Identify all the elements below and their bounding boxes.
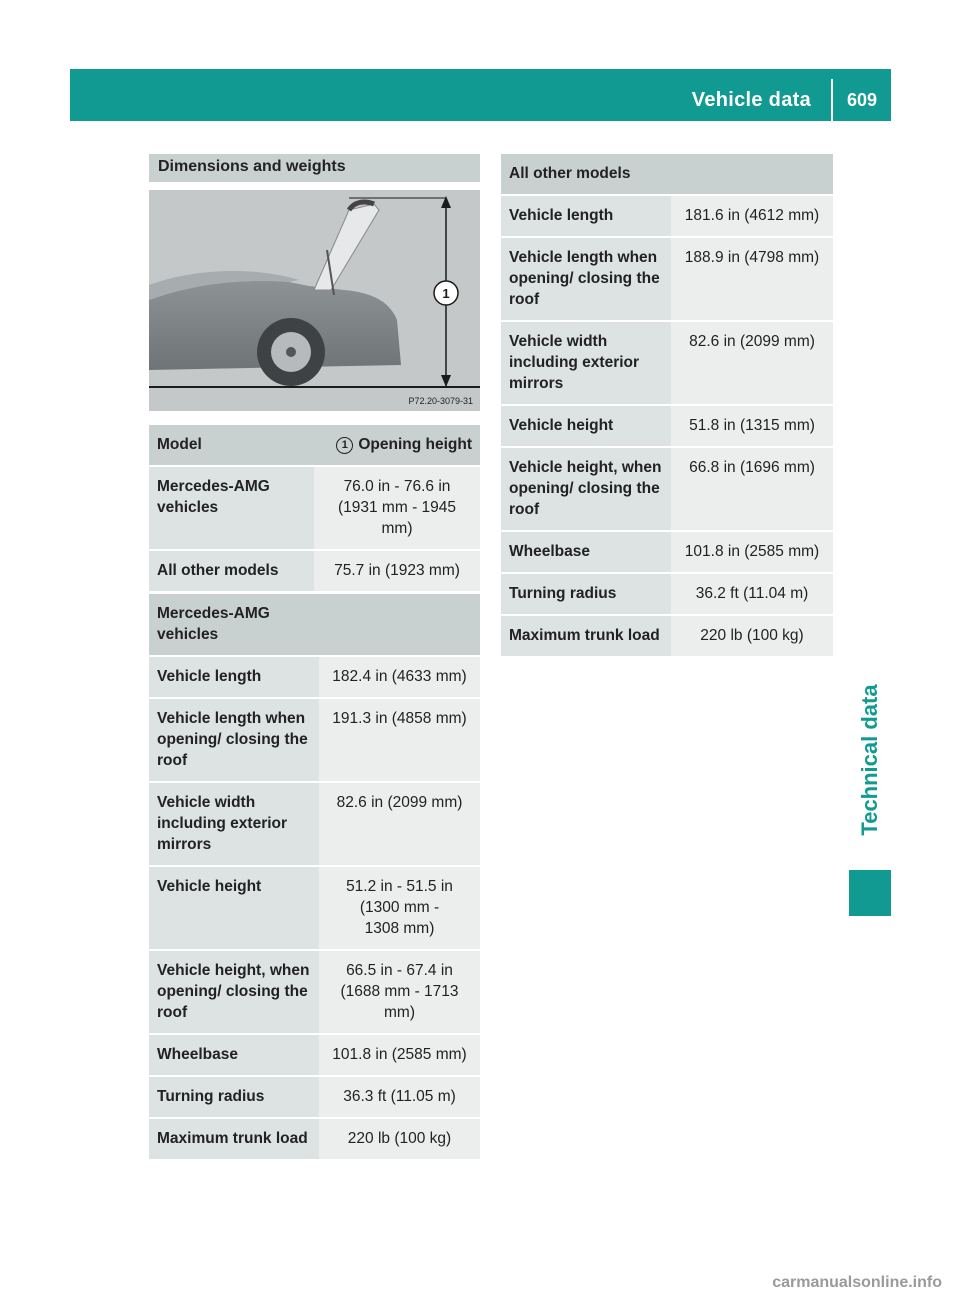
table-row	[149, 782, 480, 866]
label-cell: Vehicle length when opening/ closing the roof	[501, 237, 671, 321]
label-cell: Vehicle height	[149, 866, 319, 950]
table-row	[149, 1076, 480, 1118]
other-models-table	[501, 154, 833, 658]
table-row	[149, 950, 480, 1034]
value-cell: 188.9 in (4798 mm)	[671, 237, 833, 321]
value-cell: 181.6 in (4612 mm)	[671, 195, 833, 237]
label-cell: Vehicle length	[149, 656, 319, 698]
trunk-lid-shape	[314, 204, 379, 290]
opening-height-table	[149, 425, 480, 593]
value-cell: 66.5 in - 67.4 in (1688 mm - 1713 mm)	[319, 950, 480, 1034]
table-row	[501, 405, 833, 447]
table-row	[501, 237, 833, 321]
other-table-title: All other models	[501, 154, 833, 195]
value-cell: 36.2 ft (11.04 m)	[671, 573, 833, 615]
value-cell: 51.8 in (1315 mm)	[671, 405, 833, 447]
car-illustration-svg	[149, 190, 480, 411]
marker-1-text: 1	[442, 286, 450, 301]
side-tab	[849, 660, 891, 860]
table-row	[501, 195, 833, 237]
value-cell: 220 lb (100 kg)	[319, 1118, 480, 1160]
label-cell: Vehicle height	[501, 405, 671, 447]
value-cell: 82.6 in (2099 mm)	[319, 782, 480, 866]
table-row	[501, 321, 833, 405]
value-cell: 101.8 in (2585 mm)	[319, 1034, 480, 1076]
table-row	[149, 466, 480, 550]
label-cell: Vehicle height, when opening/ closing the roof	[149, 950, 319, 1034]
col-model: Model	[149, 425, 314, 466]
table-row	[149, 698, 480, 782]
dimension-arrow-bottom	[441, 375, 451, 387]
page-number: 609	[846, 90, 878, 110]
amg-table-title: Mercedes-AMG vehicles	[149, 594, 480, 656]
table-row	[149, 550, 480, 592]
label-cell: Vehicle height, when opening/ closing the roof	[501, 447, 671, 531]
label-cell: Maximum trunk load	[501, 615, 671, 657]
value-cell: 76.0 in - 76.6 in (1931 mm - 1945 mm)	[314, 466, 480, 550]
side-tab-block	[849, 870, 891, 916]
label-cell: Vehicle length	[501, 195, 671, 237]
dimensions-heading: Dimensions and weights	[149, 154, 480, 182]
label-cell: Turning radius	[501, 573, 671, 615]
table-row	[501, 615, 833, 657]
label-cell: Maximum trunk load	[149, 1118, 319, 1160]
label-cell: Wheelbase	[501, 531, 671, 573]
value-cell: 75.7 in (1923 mm)	[314, 550, 480, 592]
amg-dimensions-table	[149, 594, 480, 1161]
table-row	[501, 531, 833, 573]
marker-1-inline-icon: 1	[336, 437, 353, 454]
label-cell: Vehicle length when opening/ closing the roof	[149, 698, 319, 782]
value-cell: 182.4 in (4633 mm)	[319, 656, 480, 698]
side-tab-label: Technical data	[857, 684, 882, 836]
value-cell: 101.8 in (2585 mm)	[671, 531, 833, 573]
col-opening-height: 1 Opening height	[314, 425, 480, 466]
label-cell: Vehicle width including exterior mirrors	[501, 321, 671, 405]
car-trunk-illustration	[149, 190, 480, 411]
section-title: Vehicle data	[691, 89, 811, 111]
figure-label: P72.20-3079-31	[408, 396, 473, 406]
wheel-hub	[286, 347, 296, 357]
table-row	[149, 656, 480, 698]
table-row	[149, 866, 480, 950]
label-cell: Wheelbase	[149, 1034, 319, 1076]
watermark: carmanualsonline.info	[772, 1274, 942, 1291]
label-cell: Turning radius	[149, 1076, 319, 1118]
table-row	[149, 1118, 480, 1160]
value-cell: 191.3 in (4858 mm)	[319, 698, 480, 782]
header-bar	[70, 69, 891, 121]
model-cell: All other models	[149, 550, 314, 592]
table-row	[501, 447, 833, 531]
value-cell: 36.3 ft (11.05 m)	[319, 1076, 480, 1118]
model-cell: Mercedes-AMG vehicles	[149, 466, 314, 550]
value-cell: 82.6 in (2099 mm)	[671, 321, 833, 405]
value-cell: 220 lb (100 kg)	[671, 615, 833, 657]
table-row	[501, 573, 833, 615]
value-cell: 51.2 in - 51.5 in (1300 mm - 1308 mm)	[319, 866, 480, 950]
value-cell: 66.8 in (1696 mm)	[671, 447, 833, 531]
table-row	[149, 1034, 480, 1076]
label-cell: Vehicle width including exterior mirrors	[149, 782, 319, 866]
